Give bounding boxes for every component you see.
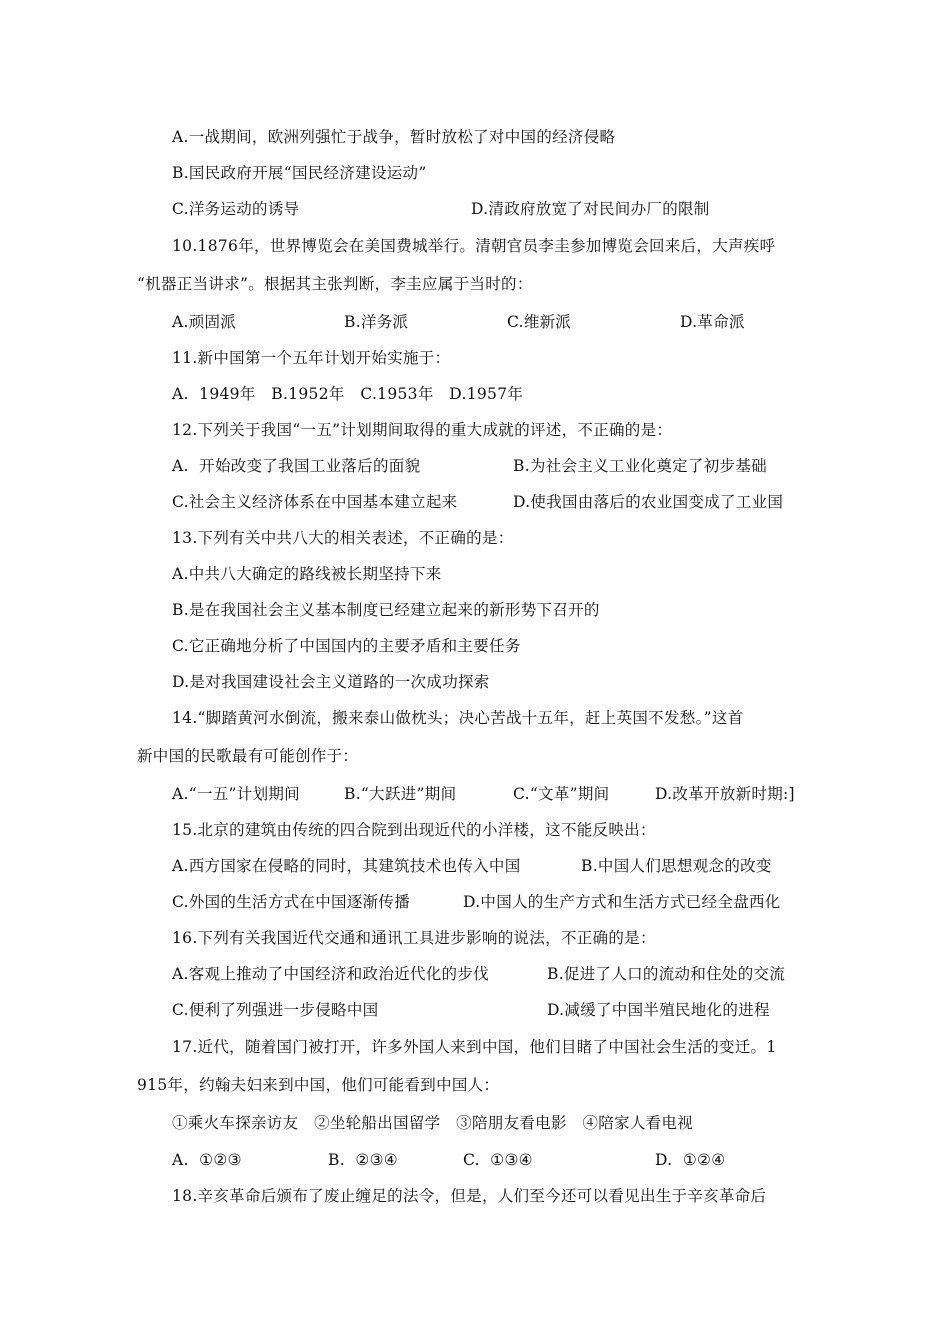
q12-stem: 12.下列关于我国“一五”计划期间取得的重大成就的评述，不正确的是： xyxy=(172,421,673,439)
q11-stem: 11.新中国第一个五年计划开始实施于： xyxy=(172,349,451,367)
q13-option-d: D.是对我国建设社会主义道路的一次成功探索 xyxy=(172,673,490,691)
q14-option-a: A.“一五”计划期间 xyxy=(172,785,300,803)
q14-option-d: D.改革开放新时期:] xyxy=(655,785,795,803)
q10-stem-line1: 10.1876年，世界博览会在美国费城举行。清朝官员李圭参加博览会回来后，大声疾呼 xyxy=(172,237,776,255)
q9-option-d: D.清政府放宽了对民间办厂的限制 xyxy=(471,200,710,218)
q17-option-c: C. ①③④ xyxy=(463,1151,533,1169)
q15-option-c: C.外国的生活方式在中国逐渐传播 xyxy=(172,893,411,911)
q16-option-c: C.便利了列强进一步侵略中国 xyxy=(172,1001,379,1019)
q17-option-b: B. ②③④ xyxy=(328,1151,398,1169)
q9-option-c: C.洋务运动的诱导 xyxy=(172,200,300,218)
q13-option-b: B.是在我国社会主义基本制度已经建立起来的新形势下召开的 xyxy=(172,601,600,619)
q15-option-a: A.西方国家在侵略的同时，其建筑技术也传入中国 xyxy=(172,857,521,875)
q11-options: A. 1949年 B.1952年 C.1953年 D.1957年 xyxy=(172,385,524,403)
q16-option-d: D.减缓了中国半殖民地化的进程 xyxy=(547,1001,770,1019)
q10-option-a: A.顽固派 xyxy=(172,313,237,331)
q15-option-d: D.中国人的生产方式和生活方式已经全盘西化 xyxy=(463,893,781,911)
q14-stem-line1: 14.“脚踏黄河水倒流，搬来泰山做枕头；决心苦战十五年，赶上英国不发愁。”这首 xyxy=(172,709,744,727)
q16-stem: 16.下列有关我国近代交通和通讯工具进步影响的说法，不正确的是： xyxy=(172,929,656,947)
q10-stem-line2: “机器正当讲求”。根据其主张判断，李圭应属于当时的： xyxy=(137,275,533,293)
q17-items: ①乘火车探亲访友 ②坐轮船出国留学 ③陪朋友看电影 ④陪家人看电视 xyxy=(172,1114,694,1132)
q18-stem-line1: 18.辛亥革命后颁布了废止缠足的法令，但是，人们至今还可以看见出生于辛亥革命后 xyxy=(172,1187,767,1205)
q12-option-a: A. 开始改变了我国工业落后的面貌 xyxy=(172,457,421,475)
q9-option-a: A.一战期间，欧洲列强忙于战争，暂时放松了对中国的经济侵略 xyxy=(172,128,616,146)
q10-option-c: C.维新派 xyxy=(507,313,572,331)
q12-option-c: C.社会主义经济体系在中国基本建立起来 xyxy=(172,493,458,511)
q13-stem: 13.下列有关中共八大的相关表述，不正确的是： xyxy=(172,529,514,547)
q14-option-c: C.“文革”期间 xyxy=(513,785,610,803)
q15-stem: 15.北京的建筑由传统的四合院到出现近代的小洋楼，这不能反映出： xyxy=(172,821,656,839)
q14-stem-line2: 新中国的民歌最有可能创作于： xyxy=(137,747,359,765)
q16-option-a: A.客观上推动了中国经济和政治近代化的步伐 xyxy=(172,965,489,983)
q14-option-b: B.“大跃进”期间 xyxy=(344,785,457,803)
q17-option-d: D. ①②④ xyxy=(655,1151,726,1169)
q9-option-b: B.国民政府开展“国民经济建设运动” xyxy=(172,164,427,182)
q17-option-a: A. ①②③ xyxy=(172,1151,242,1169)
q17-stem-line2: 915年，约翰夫妇来到中国，他们可能看到中国人： xyxy=(137,1076,500,1094)
q12-option-b: B.为社会主义工业化奠定了初步基础 xyxy=(513,457,767,475)
q13-option-c: C.它正确地分析了中国国内的主要矛盾和主要任务 xyxy=(172,637,521,655)
q15-option-b: B.中国人们思想观念的改变 xyxy=(581,857,772,875)
q12-option-d: D.使我国由落后的农业国变成了工业国 xyxy=(513,493,784,511)
q13-option-a: A.中共八大确定的路线被长期坚持下来 xyxy=(172,565,442,583)
q17-stem-line1: 17.近代，随着国门被打开，许多外国人来到中国，他们目睹了中国社会生活的变迁。1 xyxy=(172,1038,777,1056)
q10-option-b: B.洋务派 xyxy=(344,313,409,331)
q10-option-d: D.革命派 xyxy=(680,313,745,331)
q16-option-b: B.促进了人口的流动和住处的交流 xyxy=(547,965,786,983)
